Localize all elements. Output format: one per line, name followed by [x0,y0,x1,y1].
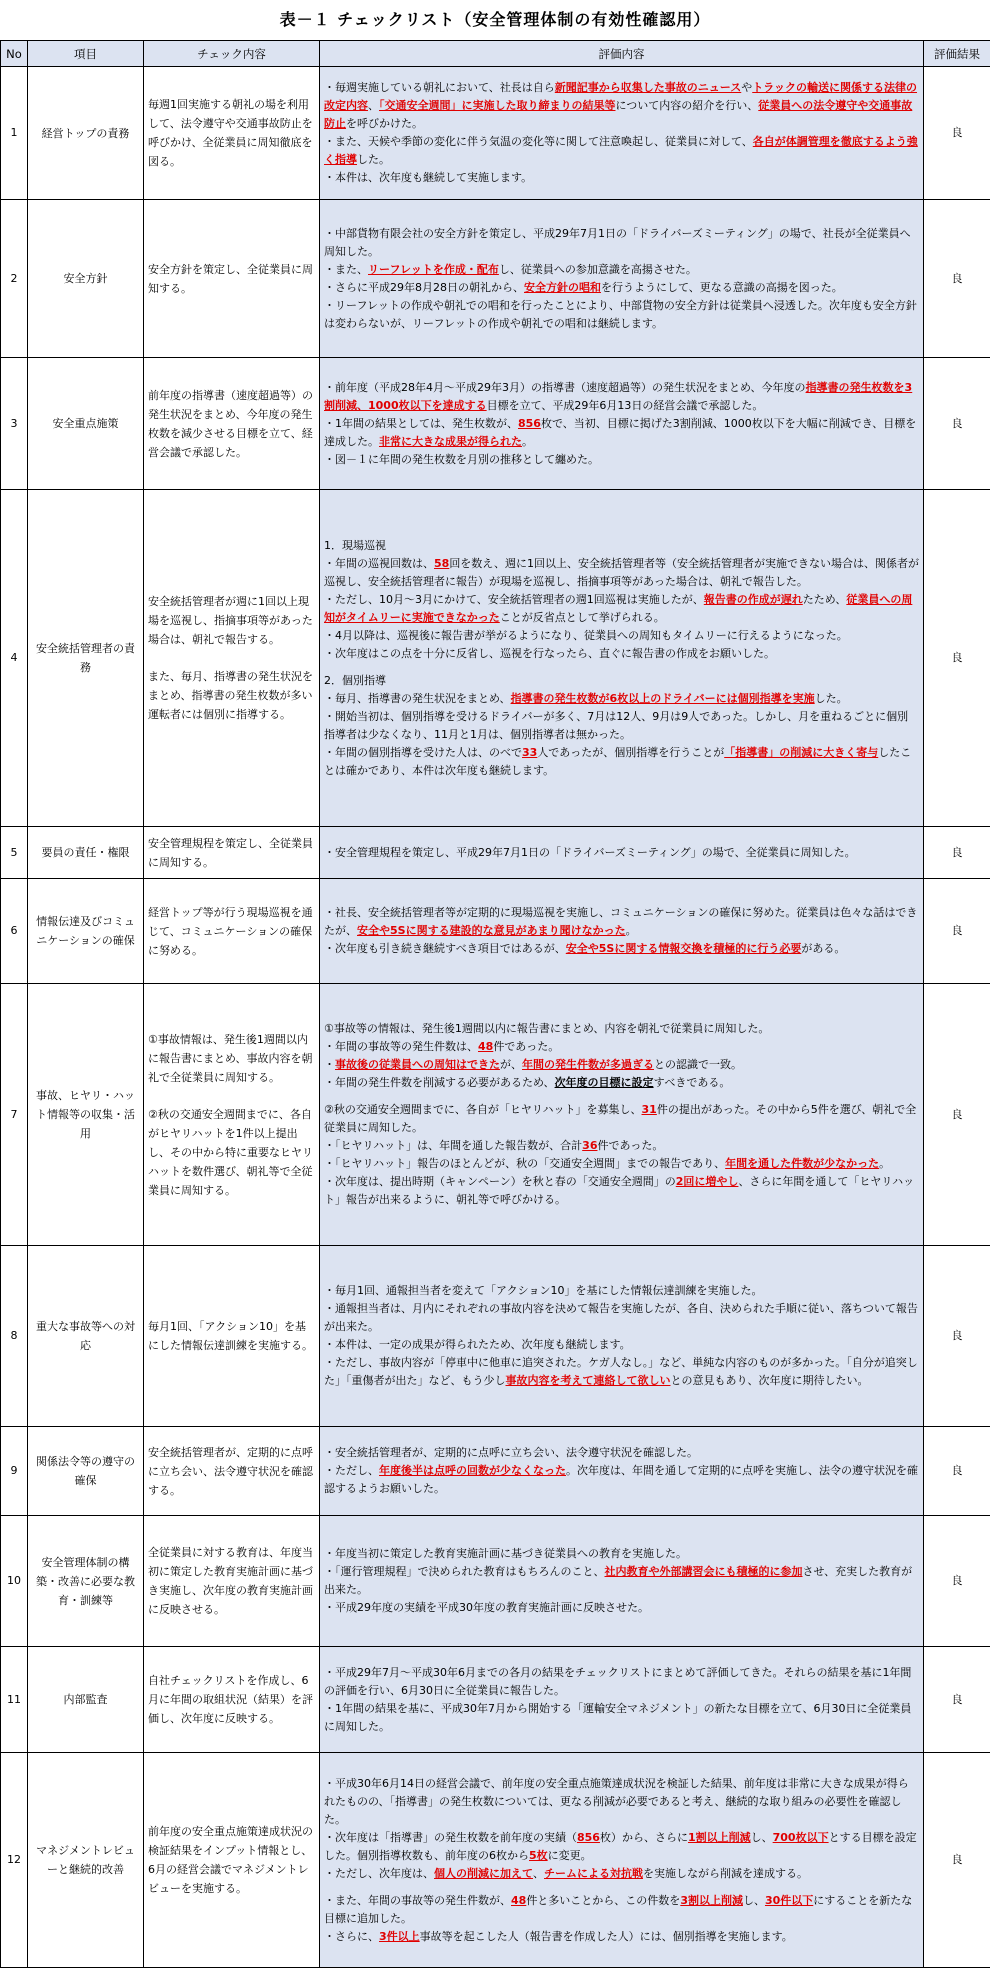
evaluation-line [324,169,919,187]
row-number: 9 [1,1427,28,1516]
evaluation-line [324,133,919,169]
check-paragraph: 安全管理規程を策定し、全従業員に周知する。 [148,834,315,872]
table-row [1,1516,990,1647]
item-cell: 安全重点施策 [28,358,144,490]
header-no: No [1,41,28,67]
item-cell: 要員の責任・権限 [28,827,144,879]
evaluation-cell [320,1427,924,1516]
evaluation-text: したことは確かであり、本件は次年度も継続します。 [324,746,911,777]
table-row [1,490,990,827]
highlighted-text: 各自が体調管理を徹底するよう強く指導 [324,135,918,166]
highlighted-text: 1割以上削減 [688,1831,751,1844]
item-cell: 内部監査 [28,1647,144,1753]
paragraph-gap [324,1883,919,1892]
highlighted-text: トラックの輸送に関係する法律の改定内容 [324,81,917,112]
evaluation-line [324,1545,919,1563]
evaluation-text: を実施しながら削減を達成する。 [643,1867,808,1880]
evaluation-line [324,79,919,133]
highlighted-text: チームによる対抗戦 [544,1867,643,1880]
paragraph-gap [148,649,315,667]
evaluation-text: ・1年間の結果としては、発生枚数が、 [324,417,518,430]
evaluation-cell [320,200,924,358]
evaluation-line [324,591,919,627]
table-row [1,879,990,984]
evaluation-result: 良 [924,827,990,879]
document-title: 表－１ チェックリスト（安全管理体制の有効性確認用） [0,0,990,40]
check-paragraph: 安全方針を策定し、全従業員に周知する。 [148,260,315,298]
checklist-table [0,40,990,1968]
evaluation-text: ・また、年間の事故等の発生件数が、 [324,1894,511,1907]
evaluation-result: 良 [924,490,990,827]
table-row [1,1753,990,1968]
evaluation-text: 人であったが、個別指導を行うことが [537,746,724,759]
evaluation-text: ・毎月1回、通報担当者を変えて「アクション10」を基にした情報伝達訓練を実施した。 [324,1284,762,1297]
evaluation-text: した。 [357,153,390,166]
evaluation-text: 、さらに年間を通して「ヒヤリハット」報告が出来るように、朝礼等で呼びかける。 [324,1175,914,1206]
evaluation-line [324,279,919,297]
evaluation-text: 枚で、当初、目標に掲げた3割削減、1000枚以下を大幅に削減でき、目標を達成した。 [324,417,916,448]
evaluation-text: に変更。 [548,1849,592,1862]
evaluation-text: し、従業員への参加意識を高揚させた。 [499,263,697,276]
table-row [1,1246,990,1427]
evaluation-line [324,1056,919,1074]
check-paragraph: 前年度の指導書（速度超過等）の発生状況をまとめ、今年度の発生枚数を減少させる目標を立て、経営会議で承認した。 [148,386,315,462]
evaluation-result: 良 [924,200,990,358]
row-number: 8 [1,1246,28,1427]
item-cell: マネジメントレビューと継続的改善 [28,1753,144,1968]
evaluation-text: 。 [626,924,637,937]
header-row [1,41,990,67]
evaluation-text: ・開始当初は、個別指導を受けるドライバーが多く、7月は12人、9月は9人であった。しかし、月を重ねるごとに個別指導者は少なくなり、11月と1月は、個別指導者は無かった。 [324,710,908,741]
evaluation-line [324,1155,919,1173]
check-paragraph: 毎週1回実施する朝礼の場を利用して、法令遵守や交通事故防止を呼びかけ、全従業員に周知徹底を図る。 [148,95,315,171]
evaluation-line [324,1664,919,1700]
evaluation-text: との意見もあり、次年度に期待したい。 [671,1374,869,1387]
evaluation-cell [320,1753,924,1968]
highlighted-text: 事故後の従業員への周知はできた [335,1058,500,1071]
check-paragraph: 安全統括管理者が週に1回以上現場を巡視し、指摘事項等があった場合は、朝礼で報告する。 [148,592,315,649]
highlighted-text: 従業員への法令遵守や交通事故防止 [324,99,912,130]
evaluation-text: ・年間の個別指導を受けた人は、のべで [324,746,522,759]
evaluation-text: ・次年度は、提出時期（キャンペーン）を秋と春の「交通安全週間」の [324,1175,676,1188]
evaluation-text: した。 [815,692,848,705]
evaluation-line [324,1700,919,1736]
evaluation-text: ・通報担当者は、月内にそれぞれの事故内容を決めて報告を実施したが、各自、決められた手順に従い、落ちついて報告が出来た。 [324,1302,918,1333]
check-paragraph: 前年度の安全重点施策達成状況の検証結果をインプット情報とし、6月の経営会議でマネジメントレビューを実施する。 [148,1822,315,1898]
evaluation-text: ・また、 [324,263,368,276]
evaluation-text: ・前年度（平成28年4月～平成29年3月）の指導書（速度超過等）の発生状況をまとめ、今年度の [324,381,806,394]
evaluation-text: との認識で一致。 [654,1058,742,1071]
check-content-cell [144,358,320,490]
check-content-cell [144,879,320,984]
evaluation-result: 良 [924,1647,990,1753]
evaluation-text: 2．個別指導 [324,674,386,687]
evaluation-line [324,744,919,780]
evaluation-text: 事故等を起こした人（報告書を作成した人）には、個別指導を実施します。 [420,1930,793,1943]
evaluation-cell [320,1516,924,1647]
highlighted-text: 報告書の作成が遅れ [704,593,803,606]
evaluation-line [324,672,919,690]
highlighted-text: 48 [478,1040,493,1053]
table-row [1,1647,990,1753]
evaluation-text: 、 [533,1867,544,1880]
highlighted-text: 年間の発生件数が多過ぎる [522,1058,654,1071]
evaluation-line [324,297,919,333]
paragraph-gap [324,1092,919,1101]
row-number: 1 [1,67,28,200]
evaluation-result: 良 [924,1246,990,1427]
table-row [1,1427,990,1516]
table-row [1,827,990,879]
evaluation-text: を行うようにして、更なる意識の高揚を図った。 [601,281,843,294]
highlighted-text: 指導書の発生枚数が6枚以上のドライバーには個別指導を実施 [511,692,815,705]
highlighted-text: 58 [434,557,449,570]
row-number: 2 [1,200,28,358]
evaluation-cell [320,879,924,984]
check-content-cell [144,490,320,827]
check-content-cell [144,1516,320,1647]
evaluation-text: 1．現場巡視 [324,539,386,552]
evaluation-line [324,1074,919,1092]
highlighted-text: 年間を通した件数が少なかった [725,1157,879,1170]
item-cell: 重大な事故等への対応 [28,1246,144,1427]
evaluation-text: にすることを新たな目標に追加した。 [324,1894,912,1925]
highlighted-text: 856 [577,1831,600,1844]
evaluation-text: 次年度の目標に設定 [555,1076,654,1089]
evaluation-line [324,1829,919,1865]
evaluation-text: 件であった。 [597,1139,663,1152]
evaluation-text: し、 [751,1831,773,1844]
evaluation-text: 件と多いことから、この件数を [526,1894,680,1907]
evaluation-text: ・4月以降は、巡視後に報告書が挙がるようになり、従業員への周知もタイムリーに行えるようになった。 [324,629,848,642]
evaluation-text: ・ただし、10月～3月にかけて、安全統括管理者の週1回巡視は実施したが、 [324,593,704,606]
check-paragraph: ①事故情報は、発生後1週間以内に報告書にまとめ、事故内容を朝礼で全従業員に周知する。 [148,1030,315,1087]
evaluation-text: ・年間の事故等の発生件数は、 [324,1040,478,1053]
evaluation-text: ・また、天候や季節の変化に伴う気温の変化等に関して注意喚起し、従業員に対して、 [324,135,753,148]
evaluation-cell [320,358,924,490]
check-content-cell [144,1753,320,1968]
highlighted-text: 5枚 [529,1849,548,1862]
evaluation-line [324,1101,919,1137]
evaluation-text: ・「運行管理規程」で決められた教育はもちろんのこと、 [324,1565,605,1578]
check-paragraph: 全従業員に対する教育は、年度当初に策定した教育実施計画に基づき実施し、次年度の教育実施計画に反映させる。 [148,1543,315,1619]
evaluation-result: 良 [924,358,990,490]
check-paragraph: 自社チェックリストを作成し、6月に年間の取組状況（結果）を評価し、次年度に反映する。 [148,1671,315,1728]
evaluation-text: 、 [368,99,379,112]
evaluation-text: ・中部貨物有限会社の安全方針を策定し、平成29年7月1日の「ドライバーズミーティング」の場で、社長が全従業員へ周知した。 [324,227,911,258]
evaluation-text: ・「ヒヤリハット」は、年間を通した報告数が、合計 [324,1139,582,1152]
table-row [1,358,990,490]
evaluation-line [324,1563,919,1599]
evaluation-text: が、 [500,1058,522,1071]
highlighted-text: 33 [522,746,537,759]
paragraph-gap [148,1087,315,1105]
check-content-cell [144,200,320,358]
evaluation-text: 。 [522,435,533,448]
evaluation-text: ことが反省点として挙げられる。 [500,611,665,624]
evaluation-text: ・本件は、一定の成果が得られたため、次年度も継続します。 [324,1338,631,1351]
highlighted-text: 事故内容を考えて連絡して欲しい [506,1374,671,1387]
highlighted-text: 「指導書」の削減に大きく寄与 [724,746,878,759]
evaluation-line [324,1892,919,1928]
check-paragraph: 安全統括管理者が、定期的に点呼に立ち会い、法令遵守状況を確認する。 [148,1443,315,1500]
check-paragraph: 毎月1回、「アクション10」を基にした情報伝達訓練を実施する。 [148,1317,315,1355]
evaluation-line [324,690,919,708]
evaluation-text: 回を数え、週に1回以上、安全統括管理者等（安全統括管理者が実施できない場合は、関係者が巡視し、安全統括管理者に報告）が現場を巡視し、指摘事項等があった場合は、朝礼で報告した。 [324,557,919,588]
evaluation-line [324,537,919,555]
header-check: チェック内容 [144,41,320,67]
evaluation-line [324,904,919,940]
evaluation-cell [320,984,924,1246]
evaluation-text: ・本件は、次年度も継続して実施します。 [324,171,532,184]
row-number: 4 [1,490,28,827]
evaluation-line [324,379,919,415]
evaluation-text: ・毎月、指導書の発生状況をまとめ、 [324,692,511,705]
evaluation-line [324,1300,919,1336]
evaluation-line [324,844,919,862]
evaluation-text: ・安全管理規程を策定し、平成29年7月1日の「ドライバーズミーティング」の場で、全従業員に周知した。 [324,846,856,859]
evaluation-line [324,1282,919,1300]
item-cell: 安全方針 [28,200,144,358]
highlighted-text: 指導書の発生枚数を3割削減、1000枚以下を達成する [324,381,912,412]
row-number: 11 [1,1647,28,1753]
evaluation-line [324,1173,919,1209]
evaluation-text: とする目標を設定した。個別指導枚数も、前年度の6枚から [324,1831,917,1862]
table-row [1,67,990,200]
evaluation-text: ・社長、安全統括管理者等が定期的に現場巡視を実施し、コミュニケーションの確保に努めた。従業員は色々な話はできたが、 [324,906,917,937]
highlighted-text: 従業員への周知がタイムリーに実施できなかった [324,593,912,624]
row-number: 3 [1,358,28,490]
evaluation-text: ・さらに、 [324,1930,379,1943]
evaluation-text: ・平成29年7月～平成30年6月までの各月の結果をチェックリストにまとめて評価してきた。それらの結果を基に1年間の評価を行い、6月30日に全従業員に報告した。 [324,1666,911,1697]
paragraph-gap [324,663,919,672]
evaluation-line [324,1336,919,1354]
check-content-cell [144,1427,320,1516]
highlighted-text: 30件以下 [765,1894,813,1907]
evaluation-line [324,1444,919,1462]
evaluation-line [324,1775,919,1829]
evaluation-text: ・安全統括管理者が、定期的に点呼に立ち会い、法令遵守状況を確認した。 [324,1446,698,1459]
highlighted-text: 個人の削減に加えて [434,1867,533,1880]
check-paragraph: ②秋の交通安全週間までに、各自がヒヤリハットを1件以上提出し、その中から特に重要なヒヤリハットを数件選び、朝礼等で全従業員に周知する。 [148,1105,315,1200]
evaluation-line [324,415,919,451]
evaluation-result: 良 [924,67,990,200]
evaluation-cell [320,827,924,879]
evaluation-line [324,1038,919,1056]
evaluation-text: ・平成30年6月14日の経営会議で、前年度の安全重点施策達成状況を検証した結果、前年度は非常に大きな成果が得られたものの、「指導書」の発生枚数については、更なる削減が必要であると考え、継続的な取り組みの必要性を確認した。 [324,1777,909,1826]
evaluation-text: 目標を立て、平成29年6月13日の経営会議で承認した。 [487,399,764,412]
evaluation-result: 良 [924,879,990,984]
evaluation-line [324,1865,919,1883]
evaluation-text: 。次年度は、年間を通して定期的に点呼を実施し、法令の遵守状況を確認するようお願いした。 [324,1464,918,1495]
highlighted-text: 新聞記事から収集した事故のニュース [555,81,741,94]
evaluation-cell [320,1647,924,1753]
header-item: 項目 [28,41,144,67]
row-number: 7 [1,984,28,1246]
evaluation-text: ・年間の巡視回数は、 [324,557,434,570]
evaluation-text: ①事故等の情報は、発生後1週間以内に報告書にまとめ、内容を朝礼で従業員に周知した。 [324,1022,769,1035]
evaluation-line [324,261,919,279]
highlighted-text: 36 [582,1139,597,1152]
highlighted-text: 非常に大きな成果が得られた [379,435,522,448]
evaluation-result: 良 [924,984,990,1246]
evaluation-text: や [741,81,752,94]
highlighted-text: 3割以上削減 [680,1894,743,1907]
evaluation-text: 枚）から、さらに [600,1831,688,1844]
check-paragraph: また、毎月、指導書の発生状況をまとめ、指導書の発生枚数が多い運転者には個別に指導する。 [148,667,315,724]
highlighted-text: 安全や5Sに関する建設的な意見があまり聞けなかった [357,924,626,937]
item-cell: 経営トップの責務 [28,67,144,200]
evaluation-text: ・次年度も引き続き継続すべき項目ではあるが、 [324,942,566,955]
evaluation-result: 良 [924,1753,990,1968]
highlighted-text: 48 [511,1894,526,1907]
evaluation-line [324,1020,919,1038]
evaluation-line [324,708,919,744]
evaluation-line [324,1599,919,1617]
table-row [1,984,990,1246]
evaluation-line [324,555,919,591]
evaluation-text: ・毎週実施している朝礼において、社長は自ら [324,81,555,94]
check-content-cell [144,984,320,1246]
evaluation-line [324,1137,919,1155]
evaluation-text: させ、充実した教育が出来た。 [324,1565,912,1596]
row-number: 6 [1,879,28,984]
highlighted-text: 社内教育や外部講習会にも積極的に参加 [605,1565,803,1578]
evaluation-text: 。 [879,1157,890,1170]
check-content-cell [144,827,320,879]
evaluation-text: ・年間の発生件数を削減する必要があるため、 [324,1076,555,1089]
header-eval: 評価内容 [320,41,924,67]
evaluation-text: ・ただし、次年度は、 [324,1867,434,1880]
highlighted-text: 安全や5Sに関する情報交換を積極的に行う必要 [566,942,802,955]
header-result: 評価結果 [924,41,990,67]
item-cell: 安全管理体制の構築・改善に必要な教育・訓練等 [28,1516,144,1647]
highlighted-text: 安全方針の唱和 [524,281,601,294]
evaluation-text: ・さらに平成29年8月28日の朝礼から、 [324,281,524,294]
table-row [1,200,990,358]
highlighted-text: 856 [518,417,541,430]
evaluation-text: 件の提出があった。その中から5件を選び、朝礼で全従業員に周知した。 [324,1103,916,1134]
evaluation-text: 件であった。 [493,1040,559,1053]
evaluation-text: について内容の紹介を行い、 [616,99,759,112]
evaluation-line [324,225,919,261]
evaluation-text: ・「ヒヤリハット」報告のほとんどが、秋の「交通安全週間」までの報告であり、 [324,1157,725,1170]
evaluation-text: ・平成29年度の実績を平成30年度の教育実施計画に反映させた。 [324,1601,649,1614]
evaluation-text: ・リーフレットの作成や朝礼での唱和を行ったことにより、中部貨物の安全方針は従業員へ浸透した。次年度も安全方針は変わらないが、リーフレットの作成や朝礼での唱和は継続します。 [324,299,917,330]
evaluation-text: ・年度当初に策定した教育実施計画に基づき従業員への教育を実施した。 [324,1547,687,1560]
evaluation-line [324,627,919,645]
check-content-cell [144,1647,320,1753]
evaluation-cell [320,1246,924,1427]
evaluation-text: ②秋の交通安全週間までに、各自が「ヒヤリハット」を募集し、 [324,1103,642,1116]
evaluation-text: たため、 [803,593,847,606]
check-content-cell [144,1246,320,1427]
item-cell: 事故、ヒヤリ・ハット情報等の収集・活用 [28,984,144,1246]
evaluation-line [324,1462,919,1498]
evaluation-line [324,451,919,469]
evaluation-result: 良 [924,1516,990,1647]
highlighted-text: 700枚以下 [773,1831,829,1844]
highlighted-text: 年度後半は点呼の回数が少なくなった [379,1464,566,1477]
evaluation-text: がある。 [801,942,845,955]
item-cell: 安全統括管理者の責務 [28,490,144,827]
evaluation-cell [320,490,924,827]
evaluation-line [324,940,919,958]
evaluation-result: 良 [924,1427,990,1516]
check-content-cell [144,67,320,200]
evaluation-line [324,645,919,663]
evaluation-text: すべきである。 [654,1076,731,1089]
evaluation-text: ・ [324,1058,335,1071]
evaluation-text: ・ただし、事故内容が「停車中に他車に追突された。ケガ人なし。」など、単純な内容のものが多かった。「自分が追突した」「重傷者が出た」など、もう少し [324,1356,918,1387]
check-paragraph: 経営トップ等が行う現場巡視を通じて、コミュニケーションの確保に努める。 [148,903,315,960]
item-cell: 情報伝達及びコミュニケーションの確保 [28,879,144,984]
highlighted-text: リーフレットを作成・配布 [368,263,499,276]
highlighted-text: 3件以上 [379,1930,420,1943]
evaluation-text: を呼びかけた。 [346,117,423,130]
highlighted-text: 31 [642,1103,657,1116]
evaluation-text: ・次年度は「指導書」の発生枚数を前年度の実績（ [324,1831,577,1844]
highlighted-text: 2回に増やし [676,1175,739,1188]
row-number: 10 [1,1516,28,1647]
evaluation-line [324,1354,919,1390]
evaluation-text: ・1年間の結果を基に、平成30年7月から開始する「運輸安全マネジメント」の新たな目標を立て、6月30日に全従業員に周知した。 [324,1702,911,1733]
evaluation-text: し、 [743,1894,765,1907]
row-number: 5 [1,827,28,879]
evaluation-line [324,1928,919,1946]
evaluation-text: ・図－１に年間の発生枚数を月別の推移として纏めた。 [324,453,599,466]
evaluation-cell [320,67,924,200]
evaluation-text: ・ただし、 [324,1464,379,1477]
item-cell: 関係法令等の遵守の確保 [28,1427,144,1516]
row-number: 12 [1,1753,28,1968]
evaluation-text: ・次年度はこの点を十分に反省し、巡視を行なったら、直ぐに報告書の作成をお願いした。 [324,647,775,660]
highlighted-text: 「交通安全週間」に実施した取り締まりの結果等 [379,99,616,112]
